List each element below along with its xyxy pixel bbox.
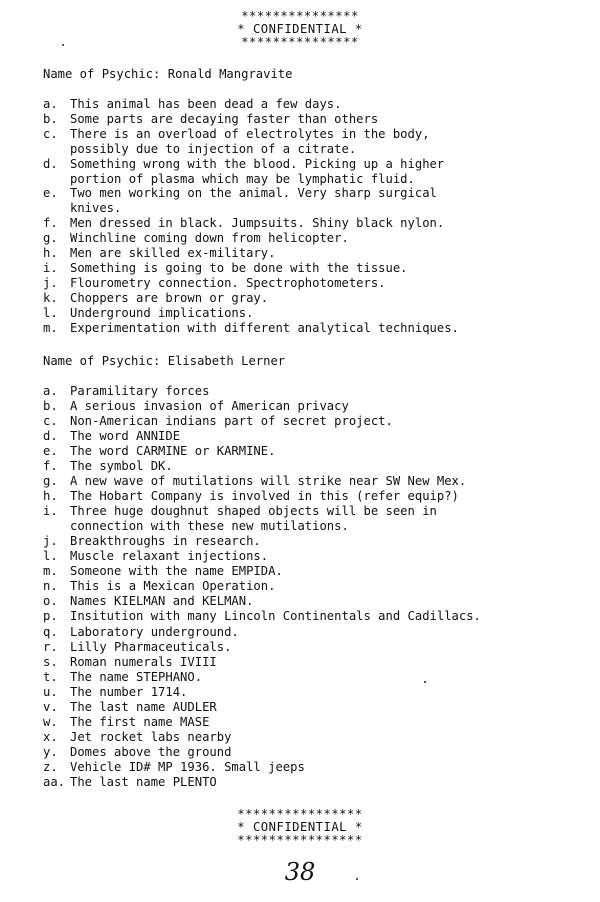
item-text: Winchline coming down from helicopter. (70, 231, 349, 246)
banner-line: **************** (237, 807, 363, 821)
item-label: f. (43, 459, 58, 474)
item-label: m. (43, 320, 58, 335)
psychic-name-heading: Name of Psychic: Ronald Mangravite (43, 67, 293, 81)
banner-line: * CONFIDENTIAL * (237, 820, 363, 834)
item-text: A new wave of mutilations will strike near SW New Mex. (70, 474, 467, 489)
banner-line: **************** (237, 833, 363, 847)
item-text: Two men working on the animal. Very sharp surgical knives. (70, 186, 437, 216)
scan-speck (356, 878, 358, 880)
list-item (43, 579, 588, 594)
list-item (43, 730, 588, 745)
list-item (43, 609, 588, 624)
list-item (43, 321, 588, 336)
item-text: The word CARMINE or KARMINE. (70, 444, 276, 459)
list-item (43, 625, 588, 640)
banner-line: *************** (241, 35, 359, 49)
item-label: e. (43, 186, 58, 201)
item-text: The number 1714. (70, 684, 188, 699)
item-text: Laboratory underground. (70, 624, 239, 639)
list-item (43, 564, 588, 579)
item-label: g. (43, 231, 58, 246)
item-label: a. (43, 97, 58, 111)
item-text: The last name PLENTO (70, 774, 217, 789)
item-text: The symbol DK. (70, 459, 173, 474)
item-text: Breakthroughs in research. (70, 534, 261, 549)
item-label: c. (43, 414, 58, 429)
item-label: v. (43, 699, 58, 714)
list-item (43, 534, 588, 549)
item-text: Vehicle ID# MP 1936. Small jeeps (70, 759, 305, 774)
item-label: e. (43, 444, 58, 459)
item-label: r. (43, 639, 58, 654)
scan-speck (62, 44, 64, 46)
list-item (43, 291, 588, 306)
list-item (43, 414, 588, 429)
item-label: h. (43, 246, 58, 261)
item-text: Men dressed in black. Jumpsuits. Shiny black nylon. (70, 216, 445, 231)
list-item (43, 760, 588, 775)
item-label: t. (43, 669, 58, 684)
item-text: Choppers are brown or gray. (70, 290, 269, 305)
list-item (43, 384, 588, 399)
list-item (43, 549, 588, 564)
item-text: Insitution with many Lincoln Continentals and Cadillacs. (70, 609, 481, 624)
list-item (43, 157, 588, 187)
list-item (43, 504, 588, 534)
item-text: This animal has been dead a few days. (70, 97, 342, 111)
list-item (43, 640, 588, 655)
list-item (43, 306, 588, 321)
list-item (43, 655, 588, 670)
item-label: u. (43, 684, 58, 699)
item-text: Paramilitary forces (70, 384, 210, 398)
list-item (43, 444, 588, 459)
item-text: Names KIELMAN and KELMAN. (70, 594, 254, 609)
item-label: z. (43, 759, 58, 774)
item-text: Non-American indians part of secret project. (70, 414, 393, 429)
scan-speck (424, 681, 426, 683)
item-text: There is an overload of electrolytes in the body, possibly due to injection of a citrate. (70, 126, 430, 156)
item-text: Experimentation with different analytical techniques. (70, 320, 459, 335)
list-item (43, 594, 588, 609)
item-text: A serious invasion of American privacy (70, 399, 349, 414)
observation-list-lerner (43, 384, 588, 790)
item-text: Some parts are decaying faster than others (70, 111, 379, 126)
banner-line: *************** (241, 9, 359, 23)
item-text: Men are skilled ex-military. (70, 246, 276, 261)
list-item (43, 429, 588, 444)
item-label: g. (43, 474, 58, 489)
list-item (43, 216, 588, 231)
item-text: The last name AUDLER (70, 699, 217, 714)
item-label: w. (43, 714, 58, 729)
list-item (43, 399, 588, 414)
confidential-banner-bottom (0, 808, 600, 847)
item-label: i. (43, 504, 58, 519)
item-label: x. (43, 729, 58, 744)
item-label: b. (43, 111, 58, 126)
item-text: Lilly Pharmaceuticals. (70, 639, 232, 654)
list-item (43, 246, 588, 261)
item-text: Underground implications. (70, 305, 254, 320)
list-item (43, 231, 588, 246)
item-label: y. (43, 744, 58, 759)
list-item (43, 97, 588, 112)
item-label: aa. (43, 774, 66, 789)
item-label: i. (43, 260, 58, 275)
item-text: Something wrong with the blood. Picking up a higher portion of plasma which may be lymphatic fluid. (70, 156, 445, 186)
list-item (43, 459, 588, 474)
item-text: The word ANNIDE (70, 429, 181, 444)
item-label: d. (43, 156, 58, 171)
list-item (43, 685, 588, 700)
item-label: d. (43, 429, 58, 444)
item-label: s. (43, 654, 58, 669)
item-text: Muscle relaxant injections. (70, 549, 269, 564)
item-label: n. (43, 579, 58, 594)
item-label: m. (43, 564, 58, 579)
item-label: p. (43, 609, 58, 624)
item-label: q. (43, 624, 58, 639)
item-label: l. (43, 305, 58, 320)
list-item (43, 186, 588, 216)
list-item (43, 715, 588, 730)
item-text: Roman numerals IVIII (70, 654, 217, 669)
page-number: 38 (284, 858, 316, 886)
list-item (43, 127, 588, 157)
list-item (43, 474, 588, 489)
item-text: Something is going to be done with the tissue. (70, 260, 408, 275)
item-text: Domes above the ground (70, 744, 232, 759)
item-label: l. (43, 549, 58, 564)
item-label: j. (43, 534, 58, 549)
psychic-name-heading: Name of Psychic: Elisabeth Lerner (43, 354, 286, 368)
item-label: h. (43, 489, 58, 504)
list-item (43, 112, 588, 127)
item-text: The first name MASE (70, 714, 210, 729)
list-item (43, 700, 588, 715)
item-text: The name STEPHANO. (70, 669, 203, 684)
item-text: Flourometry connection. Spectrophotometers. (70, 275, 386, 290)
item-label: o. (43, 594, 58, 609)
item-label: j. (43, 275, 58, 290)
item-text: This is a Mexican Operation. (70, 579, 276, 594)
item-text: The Hobart Company is involved in this (refer equip?) (70, 489, 459, 504)
item-text: Three huge doughnut shaped objects will be seen in connection with these new mutilations. (70, 504, 437, 534)
list-item (43, 670, 588, 685)
banner-line: * CONFIDENTIAL * (237, 22, 363, 36)
observation-list-mangravite (43, 97, 588, 336)
list-item (43, 276, 588, 291)
item-text: Jet rocket labs nearby (70, 729, 232, 744)
item-label: c. (43, 126, 58, 141)
list-item (43, 261, 588, 276)
confidential-banner-top (0, 10, 600, 49)
list-item (43, 489, 588, 504)
list-item (43, 745, 588, 760)
item-text: Someone with the name EMPIDA. (70, 564, 283, 579)
item-label: a. (43, 384, 58, 398)
list-item (43, 775, 588, 790)
item-label: b. (43, 399, 58, 414)
item-label: k. (43, 290, 58, 305)
item-label: f. (43, 216, 58, 231)
